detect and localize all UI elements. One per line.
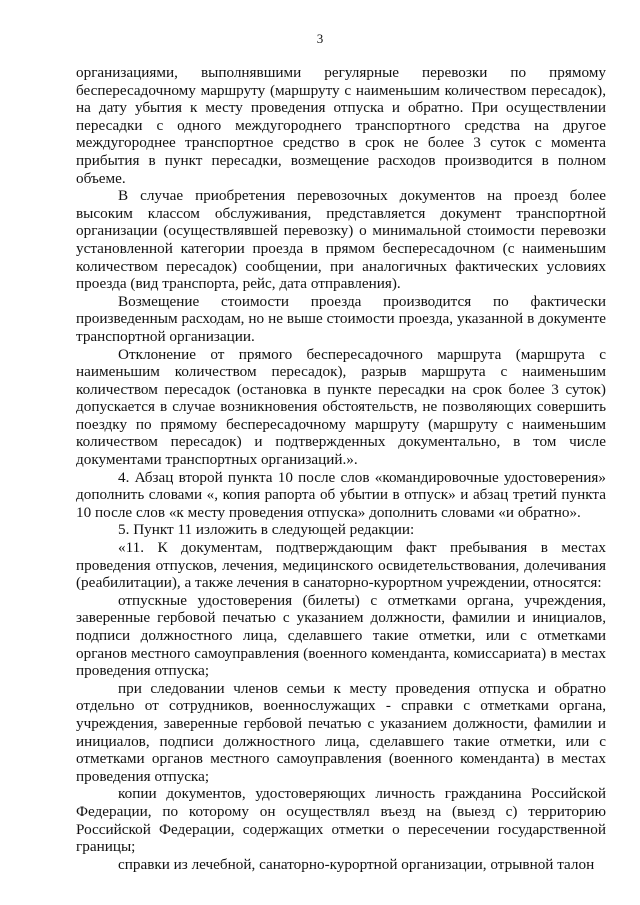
paragraph-8: отпускные удостоверения (билеты) с отметками органа, учреждения, заверенные гербовой печатью с указанием должности, фамилии и инициалов, подписи должностного лица, сделавшего такие отметки, или с отметками органов местного самоуправления (военного коменданта, комиссариата) в местах проведения отпуска; (76, 591, 606, 680)
paragraph-11: справки из лечебной, санаторно-курортной организации, отрывной талон (118, 855, 595, 873)
paragraph-7: «11. К документам, подтверждающим факт пребывания в местах проведения отпусков, лечения, медицинского освидетельствования, долечивания (реабилитации), а также лечения в санаторно-курортном учреждении, относятся: (76, 539, 606, 592)
paragraph-9: при следовании членов семьи к месту проведения отпуска и обратно отдельно от сотрудников, военнослужащих - справки с отметками органа, учреждения, заверенные гербовой печатью с указанием должности, фамилии и инициалов, подписи должностного лица, сделавшего такие отметки, или с отметками органов местного самоуправления (военного коменданта) в местах проведения отпуска; (76, 679, 606, 785)
paragraph-3: Возмещение стоимости проезда производится по фактически произведенным расходам, но не выше стоимости проезда, указанной в документе транспортной организации. (76, 292, 606, 345)
paragraph-6: 5. Пункт 11 изложить в следующей редакции: (118, 521, 415, 539)
paragraph-5: 4. Абзац второй пункта 10 после слов «командировочные удостоверения» дополнить словами «, копия рапорта об убытии в отпуск» и абзац третий пункта 10 после слов «к месту проведения отпуска» дополнить словами «и обратно». (76, 468, 606, 521)
paragraph-2: В случае приобретения перевозочных документов на проезд более высоким классом обслуживания, представляется документ транспортной организации (осуществлявшей перевозку) о минимальной стоимости перевозки установленной категории проезда в прямом беспересадочном (с наименьшим количеством пересадок) сообщении, при аналогичных фактических условиях проезда (вид транспорта, рейс, дата отправления). (76, 187, 606, 293)
document-body (76, 64, 606, 873)
paragraph-4: Отклонение от прямого беспересадочного маршрута (маршрута с наименьшим количеством пересадок), разрыв маршрута с наименьшим количеством пересадок (остановка в пункте пересадки на срок более 3 суток) допускается в случае возникновения обстоятельств, не позволяющих совершить поездку по прямому беспересадочному маршруту (маршруту с наименьшим количеством пересадок) и подтвержденных документально, в том числе документами транспортных организаций.». (76, 345, 606, 469)
paragraph-1: организациями, выполнявшими регулярные перевозки по прямому беспересадочному маршруту (маршруту с наименьшим количеством пересадок), на дату убытия к месту проведения отпуска и обратно. При осуществлении пересадки с одного междугороднего транспортного средства на другое междугороднее транспортное средство в срок не более 3 суток с момента прибытия в пункт пересадки, возмещение расходов производится в полном объеме. (76, 64, 606, 187)
page-number: 3 (316, 31, 324, 46)
paragraph-10: копии документов, удостоверяющих личность гражданина Российской Федерации, по которому он осуществлял въезд на (выезд с) территорию Российской Федерации, содержащих отметки о пересечении государственной границы; (76, 785, 606, 856)
